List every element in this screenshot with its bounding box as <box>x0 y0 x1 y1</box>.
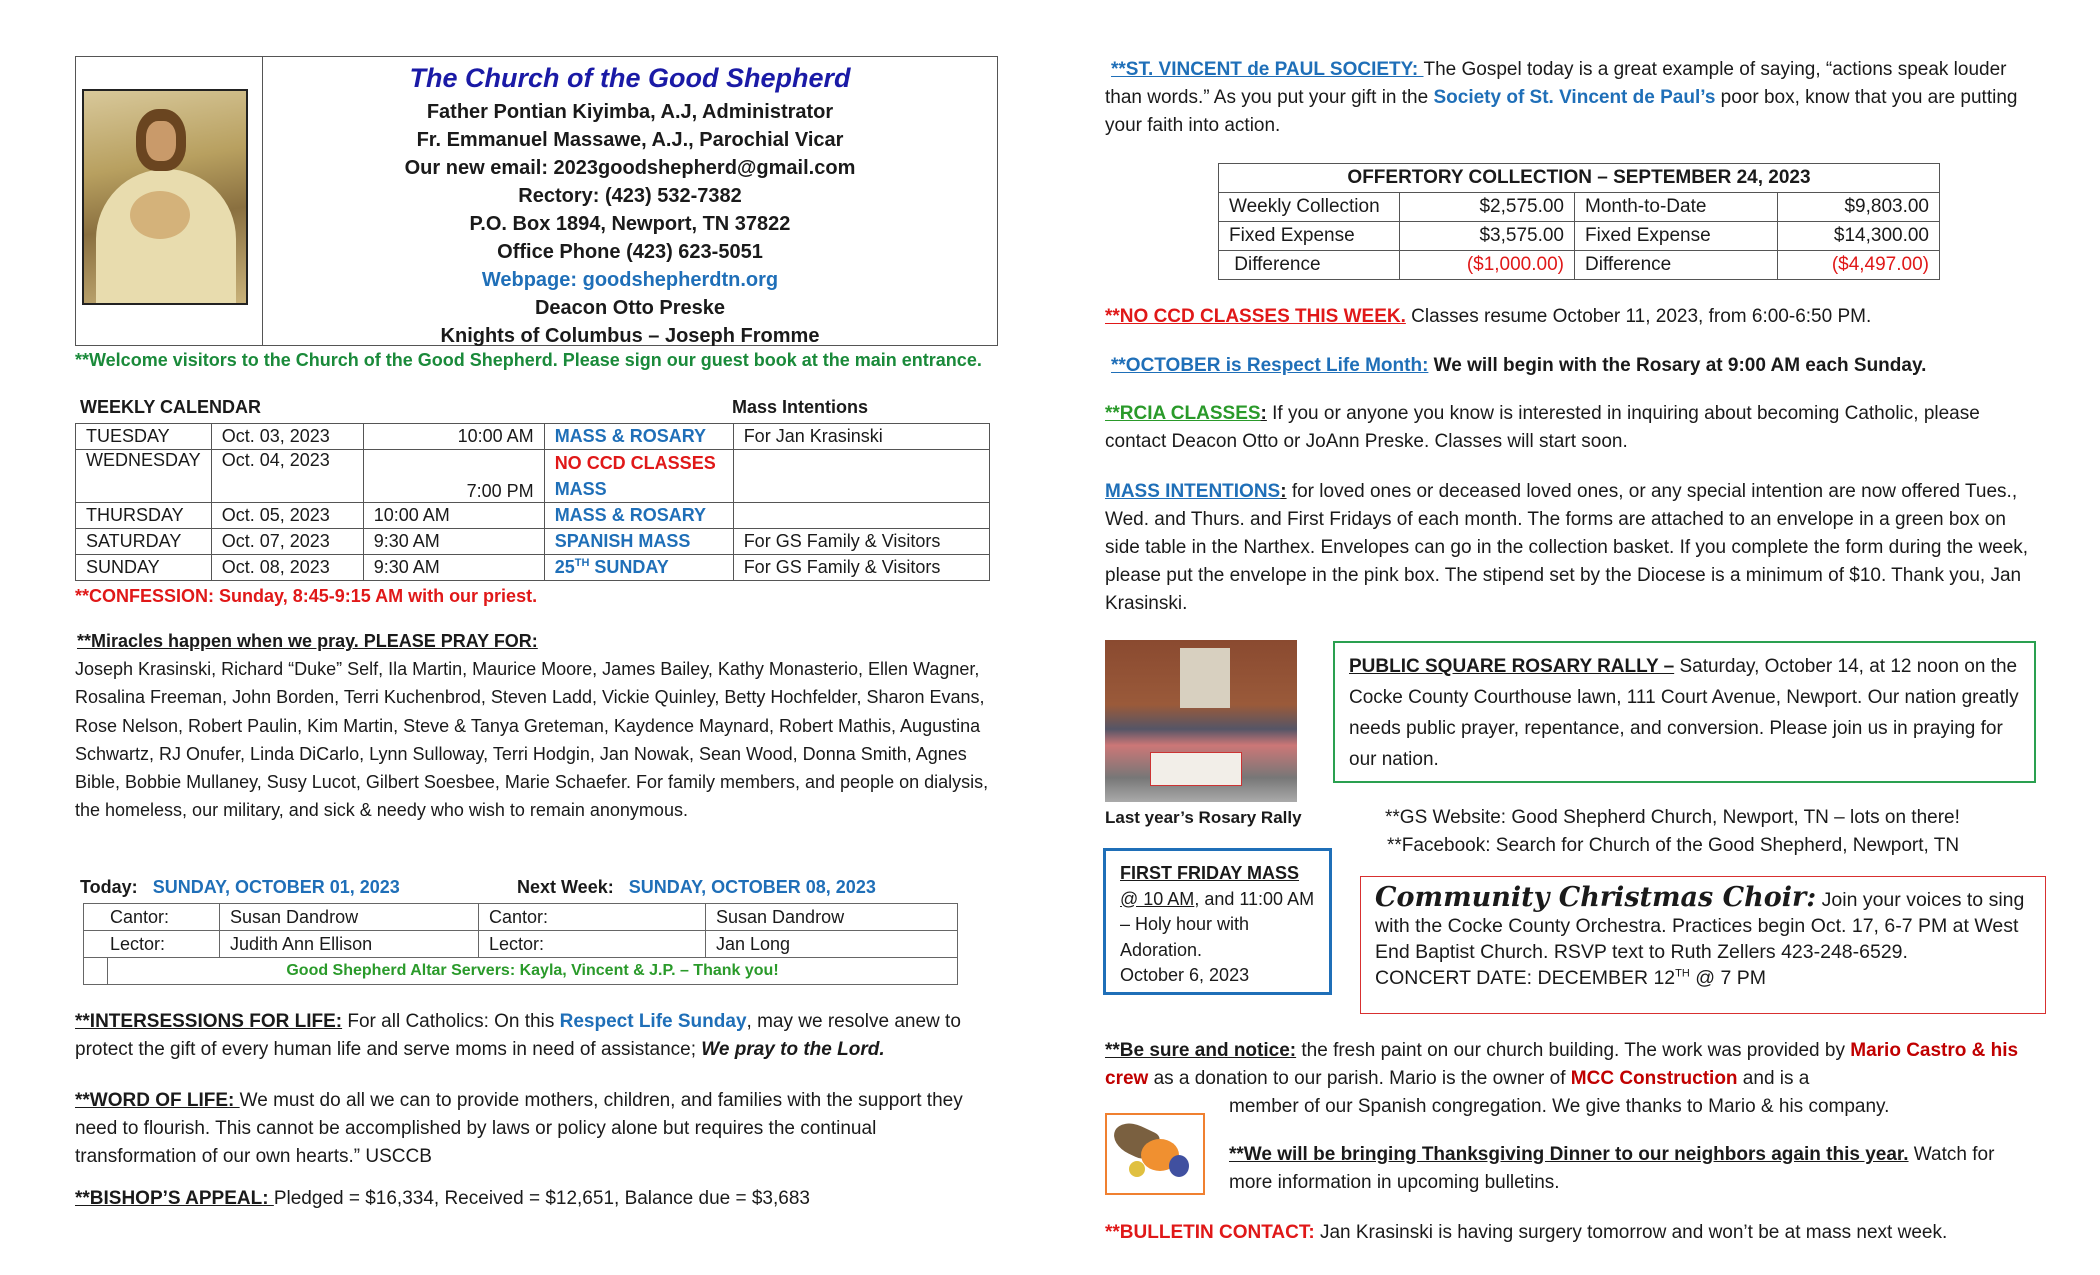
name-cell: Judith Ann Ellison <box>220 931 479 958</box>
webpage-link[interactable]: Webpage: goodshepherdtn.org <box>481 269 779 291</box>
time-cell: 9:30 AM <box>363 529 544 555</box>
bulletin-contact-text: Jan Krasinski is having surgery tomorrow and won’t be at mass next week. <box>1314 1222 1948 1243</box>
label-cell: Difference <box>1219 251 1400 280</box>
next-week-row <box>517 877 876 898</box>
rosary-rally-box <box>1333 641 2036 783</box>
welcome-text: **Welcome visitors to the Church of the Good Shepherd. Please sign our guest book at the main entrance. <box>75 350 982 370</box>
day-cell: WEDNESDAY <box>76 450 212 503</box>
svdp-text-2: poor box, know that you are putting your faith into action. <box>1105 87 2018 136</box>
paint-label: **Be sure and notice: <box>1105 1040 1297 1061</box>
facebook-text[interactable]: **Facebook: Search for Church of the Good Shepherd, Newport, TN <box>1387 835 1960 856</box>
paint-text-4: member of our Spanish congregation. We give thanks to Mario & his company. <box>1229 1096 1890 1117</box>
thanksgiving-section <box>1229 1141 2029 1197</box>
first-friday-time: @ 10 AM <box>1120 888 1195 909</box>
svdp-section <box>1105 56 2030 140</box>
table-row <box>76 529 990 555</box>
parochial-vicar: Fr. Emmanuel Massawe, A.J., Parochial Vicar <box>416 129 844 151</box>
mass-intentions-text: for loved ones or deceased loved ones, or any special intention are now offered Tues., Wed. and Thurs. and First Fridays of each month. The forms are attached to an envelope in a green box on side table in the Narthex. Envelopes can go in the collection basket. If you complete the form during the week, please put the envelope in the pink box. The stipend set by the Diocese is a minimum of $10. Thank you, Jan Krasinski. <box>1105 481 2029 614</box>
table-row <box>76 503 990 529</box>
prayer-list: Joseph Krasinski, Richard “Duke” Self, Ila Martin, Maurice Moore, James Bailey, Kathy Monasterio, Ellen Wagner, Rosalina Freeman, John Borden, Terri Kuchenbrod, Steven Ladd, Vickie Quinley, Betty Hochfelder, Sharon Evans, Rose Nelson, Robert Paulin, Kim Martin, Steve & Tanya Greteman, Kaydence Maynard, Robert Mathis, Augustina Schwartz, RJ Onufer, Linda DiCarlo, Lynn Sulloway, Terri Hodgin, Jan Nowak, Sean Wood, Donna Smith, Agnes Bible, Bobbie Mullaney, Susy Lucot, Gilbert Soesbee, Marie Schaefer. For family members, and people on dialysis, the homeless, our military, and sick & needy who wish to remain anonymous. <box>75 659 989 821</box>
paint-section <box>1105 1037 2030 1093</box>
respect-life-text: We will begin with the Rosary at 9:00 AM each Sunday. <box>1428 355 1927 376</box>
ccd-section <box>1105 303 1871 331</box>
offertory-title: OFFERTORY COLLECTION – SEPTEMBER 24, 2023 <box>1219 164 1940 193</box>
intercessions-label: **INTERSESSIONS FOR LIFE: <box>75 1011 343 1032</box>
respect-life-section <box>1111 352 1926 380</box>
table-row <box>84 931 958 958</box>
weekly-calendar-table <box>75 423 990 581</box>
value-cell: $9,803.00 <box>1778 193 1940 222</box>
paint-text: the fresh paint on our church building. The work was provided by <box>1296 1040 1851 1061</box>
intercessions-text-2: , may we resolve anew to protect the gift of every human life and serve moms in need of assistance; <box>75 1011 961 1060</box>
word-of-life-text: We must do all we can to provide mothers, children, and families with the support they need to flourish. This cannot be accomplished by laws or policy alone but requires the continual transformation of our own hearts.” USCCB <box>75 1090 963 1167</box>
rcia-colon: : <box>1260 403 1267 424</box>
cornucopia-image <box>1105 1113 1205 1195</box>
value-cell: $2,575.00 <box>1400 193 1575 222</box>
mario-castro: Mario Castro & his crew <box>1105 1040 2019 1089</box>
table-row <box>76 555 990 581</box>
paint-text-2: as a donation to our parish. Mario is the owner of <box>1148 1068 1571 1089</box>
christmas-choir-box <box>1360 876 2046 1014</box>
ministers-table <box>83 903 958 985</box>
prayer-heading: **Miracles happen when we pray. PLEASE PRAY FOR: <box>77 631 538 651</box>
respect-life-sunday: Respect Life Sunday <box>559 1011 747 1032</box>
event-label: SUNDAY <box>589 557 669 577</box>
good-shepherd-image <box>82 89 248 305</box>
label-cell: Difference <box>1575 251 1778 280</box>
bulletin-contact-section <box>1105 1219 1947 1247</box>
today-row <box>80 877 400 898</box>
svdp-label: **ST. VINCENT de PAUL SOCIETY: <box>1111 59 1424 80</box>
first-friday-text: , and 11:00 AM – Holy hour with Adoration. <box>1120 888 1315 960</box>
intercessions-section <box>75 1008 1015 1064</box>
table-row <box>1219 193 1940 222</box>
email[interactable]: Our new email: 2023goodshepherd@gmail.com <box>404 157 856 179</box>
name-cell: Jan Long <box>706 931 958 958</box>
deacon: Deacon Otto Preske <box>534 297 726 319</box>
rcia-text: If you or anyone you know is interested in inquiring about becoming Catholic, please contact Deacon Otto or JoAnn Preske. Classes will start soon. <box>1105 403 1980 452</box>
intercessions-text: For all Catholics: On this <box>342 1011 560 1032</box>
church-title: The Church of the Good Shepherd <box>409 63 851 93</box>
thanksgiving-text: Watch for more information in upcoming bulletins. <box>1229 1144 1995 1193</box>
choir-text: Join your voices to sing with the Cocke County Orchestra. Practices begin Oct. 17, 6-7 PM at West End Baptist Church. RSVP text to Ruth Zellers 423-248-6529. <box>1375 889 2025 963</box>
weekly-calendar-heading: WEEKLY CALENDAR <box>80 397 262 417</box>
event-cell <box>544 450 733 503</box>
table-row <box>76 450 990 503</box>
first-friday-box <box>1103 848 1332 995</box>
date-cell: Oct. 05, 2023 <box>211 503 363 529</box>
choir-title: Community Christmas Choir: <box>1375 882 1817 913</box>
first-friday-date: October 6, 2023 <box>1120 965 1250 985</box>
date-cell: Oct. 04, 2023 <box>211 450 363 503</box>
rally-photo-caption: Last year’s Rosary Rally <box>1105 808 1302 827</box>
intention-cell: For Jan Krasinski <box>733 424 989 450</box>
table-row <box>84 958 958 985</box>
day-cell: SUNDAY <box>76 555 212 581</box>
paint-text-3: and is a <box>1737 1068 1810 1089</box>
rectory-phone: Rectory: (423) 532-7382 <box>518 185 742 207</box>
label-cell: Fixed Expense <box>1219 222 1400 251</box>
date-cell: Oct. 08, 2023 <box>211 555 363 581</box>
altar-servers: Good Shepherd Altar Servers: Kayla, Vincent & J.P. – Thank you! <box>108 958 958 985</box>
confession-text: **CONFESSION: Sunday, 8:45-9:15 AM with our priest. <box>75 586 538 606</box>
day-cell: TUESDAY <box>76 424 212 450</box>
bishops-appeal-section <box>75 1185 810 1213</box>
rally-label: PUBLIC SQUARE ROSARY RALLY – <box>1349 656 1675 677</box>
event-number: 25 <box>554 557 575 577</box>
gs-website-text[interactable]: **GS Website: Good Shepherd Church, Newport, TN – lots on there! <box>1385 807 1960 828</box>
day-cell: SATURDAY <box>76 529 212 555</box>
intention-cell: For GS Family & Visitors <box>733 529 989 555</box>
mass-label: MASS <box>554 479 607 499</box>
mass-intentions-section <box>1105 478 2030 618</box>
event-cell <box>544 555 733 581</box>
next-week-label: Next Week: <box>517 877 614 897</box>
po-box: P.O. Box 1894, Newport, TN 37822 <box>469 213 791 235</box>
time-cell: 9:30 AM <box>363 555 544 581</box>
mass-intentions-heading: Mass Intentions <box>732 397 869 417</box>
role-cell: Cantor: <box>84 904 220 931</box>
day-cell: THURSDAY <box>76 503 212 529</box>
respect-life-label: **OCTOBER is Respect Life Month: <box>1111 355 1429 376</box>
time-cell: 10:00 AM <box>363 503 544 529</box>
time-cell: 10:00 AM <box>363 424 544 450</box>
role-cell: Lector: <box>479 931 706 958</box>
table-row <box>76 424 990 450</box>
empty-cell <box>84 958 108 985</box>
value-cell: $3,575.00 <box>1400 222 1575 251</box>
role-cell: Lector: <box>84 931 220 958</box>
rosary-rally-photo <box>1105 640 1297 802</box>
offertory-table <box>1218 163 1940 280</box>
header-text <box>262 56 998 350</box>
thanksgiving-label: **We will be bringing Thanksgiving Dinner to our neighbors again this year. <box>1229 1144 1909 1165</box>
first-friday-title: FIRST FRIDAY MASS <box>1120 863 1300 883</box>
svdp-text: The Gospel today is a great example of saying, “actions speak louder than words.” As you put your gift in the <box>1105 59 2007 108</box>
table-row <box>1219 251 1940 280</box>
intention-cell <box>733 450 989 503</box>
bishops-appeal-label: **BISHOP’S APPEAL: <box>75 1188 274 1209</box>
bulletin-contact-label: **BULLETIN CONTACT: <box>1105 1222 1315 1243</box>
event-cell: MASS & ROSARY <box>544 503 733 529</box>
label-cell: Month-to-Date <box>1575 193 1778 222</box>
next-week-date: SUNDAY, OCTOBER 08, 2023 <box>628 877 876 897</box>
concert-date: CONCERT DATE: DECEMBER 12 <box>1375 967 1676 989</box>
ccd-label: **NO CCD CLASSES THIS WEEK. <box>1105 306 1406 327</box>
value-cell: ($1,000.00) <box>1400 251 1575 280</box>
mass-intentions-label: MASS INTENTIONS <box>1105 481 1281 502</box>
rcia-section <box>1105 400 2030 456</box>
knights: Knights of Columbus – Joseph Fromme <box>440 325 820 347</box>
mcc-construction: MCC Construction <box>1570 1068 1738 1089</box>
intention-cell: For GS Family & Visitors <box>733 555 989 581</box>
svdp-society-name: Society of St. Vincent de Paul’s <box>1433 87 1716 108</box>
date-cell: Oct. 03, 2023 <box>211 424 363 450</box>
concert-time: @ 7 PM <box>1689 967 1766 989</box>
mass-intentions-colon: : <box>1280 481 1287 502</box>
name-cell: Susan Dandrow <box>220 904 479 931</box>
name-cell: Susan Dandrow <box>706 904 958 931</box>
value-cell: ($4,497.00) <box>1778 251 1940 280</box>
rally-text: Saturday, October 14, at 12 noon on the Cocke County Courthouse lawn, 111 Court Avenue, Newport. Our nation greatly needs public prayer, repentance, and conversion. Please join us in praying for our nation. <box>1349 656 2019 770</box>
time-cell: 7:00 PM <box>363 450 544 503</box>
ccd-text: Classes resume October 11, 2023, from 6:00-6:50 PM. <box>1405 306 1872 327</box>
office-phone: Office Phone (423) 623-5051 <box>497 241 763 263</box>
table-row <box>1219 222 1940 251</box>
label-cell: Fixed Expense <box>1575 222 1778 251</box>
event-cell: SPANISH MASS <box>544 529 733 555</box>
bishops-appeal-text: Pledged = $16,334, Received = $12,651, Balance due = $3,683 <box>273 1188 810 1209</box>
intercessions-closing: We pray to the Lord. <box>701 1039 885 1060</box>
today-label: Today: <box>80 877 138 897</box>
concert-suffix: TH <box>1675 967 1690 980</box>
word-of-life-section <box>75 1087 995 1171</box>
word-of-life-label: **WORD OF LIFE: <box>75 1090 240 1111</box>
today-date: SUNDAY, OCTOBER 01, 2023 <box>152 877 400 897</box>
administrator: Father Pontian Kiyimba, A.J, Administrator <box>426 101 834 123</box>
date-cell: Oct. 07, 2023 <box>211 529 363 555</box>
intention-cell <box>733 503 989 529</box>
no-ccd-label: NO CCD CLASSES <box>554 453 716 473</box>
event-suffix: TH <box>574 557 590 569</box>
role-cell: Cantor: <box>479 904 706 931</box>
table-row <box>1219 164 1940 193</box>
rcia-label: **RCIA CLASSES <box>1105 403 1261 424</box>
label-cell: Weekly Collection <box>1219 193 1400 222</box>
value-cell: $14,300.00 <box>1778 222 1940 251</box>
event-cell: MASS & ROSARY <box>544 424 733 450</box>
table-row <box>84 904 958 931</box>
